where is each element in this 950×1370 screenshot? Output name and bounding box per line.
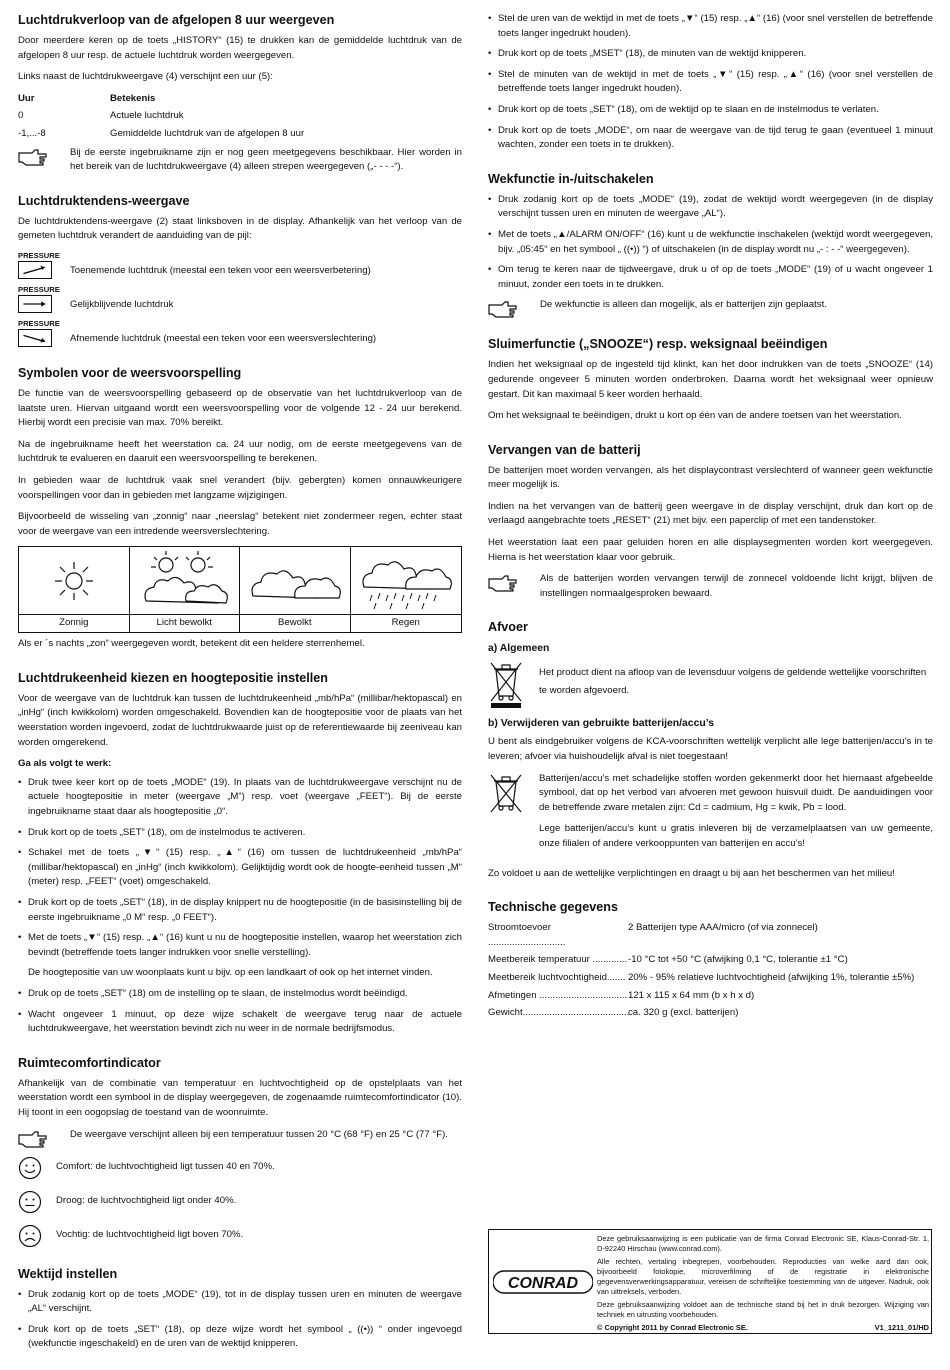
section-title: Wektijd instellen — [18, 1266, 118, 1281]
paragraph: Zo voldoet u aan de wettelijke verplichtingen en draagt u bij aan het beschermen van het milieu! — [488, 867, 895, 879]
disposal-general — [488, 660, 933, 708]
publisher-paragraph: Alle rechten, vertaling inbegrepen, voorbehouden. Reproducties van welke aard dan ook, bijvoorbeeld fotokopie, microverfilming of de registratie in elektronische gegevensverwerkingsapparatuur, vereisen de schriftelijke toestemming van de uitgever. Nadruk, ook van uittreksels, verboden. — [597, 1257, 929, 1296]
section-title: Luchtdrukverloop van de afgelopen 8 uur weergeven — [18, 13, 335, 27]
section-comfort — [18, 1055, 462, 1248]
pressure-label: PRESSURE — [18, 250, 60, 260]
note-text: De weergave verschijnt alleen bij een temperatuur tussen 20 °C (68 °F) en 25 °C (77 °F). — [70, 1128, 448, 1140]
paragraph: Na de ingebruikname heeft het weerstation ca. 24 uur nodig, om de eerste meetgegevens van de luchtdruk te evalueren en daaruit een weersvoorspelling te berekenen. — [18, 438, 462, 465]
section-title: Symbolen voor de weersvoorspelling — [18, 365, 242, 380]
paragraph: Indien na het vervangen van de batterij geen weergave in de display verschijnt, druk dan kort op de verlaagd aangebrachte toets „RESET“ (21) met bijv. een paperclip of met een tandenstoker. — [488, 500, 933, 527]
section-unit-altitude — [18, 670, 462, 1037]
bullet-list — [488, 193, 933, 293]
section-disposal — [488, 619, 933, 881]
note — [18, 1128, 462, 1148]
paragraph: Het weerstation laat een paar geluiden horen en alle displaysegmenten worden kort weergegeven. Hierna is het weerstation klaar voor gebruik. — [488, 537, 933, 563]
paragraph: Batterijen/accu’s met schadelijke stoffen worden gekenmerkt door het hiernaast afgebeelde symbool, dat op het verbod van afvoeren met gewoon huisvuil duidt. De aanduidingen voor de betreffende zware metalen zijn: Cd = cadmium, Hg = kwik, Pb = lood. — [539, 772, 933, 813]
section-battery — [488, 442, 933, 602]
note-text: De wekfunctie is alleen dan mogelijk, als er batterijen zijn geplaatst. — [540, 299, 827, 311]
list-item: • Druk kort op de toets „SET“ (18), in de display knippert nu de hoogtepositie (in de basisinstelling bij de eerste ingebruikname „0 M“ resp. „0 FEET“). — [18, 896, 462, 925]
list-item: • Met de toets „▲/ALARM ON/OFF“ (16) kunt u de wekfunctie inschakelen (wektijd wordt weergegeven, bijv. „05:45“ en het symbool „ ((•)) “) of uitschakelen (in de display wordt nu „- : - -“ weergegeven). — [488, 228, 933, 257]
spec-label: Meetbereik temperatuur ............. — [488, 954, 628, 966]
list-item: • Druk op de toets „SET“ (18) om de instelling op te slaan, de instelmodus wordt beëindigd. — [18, 987, 462, 1002]
smiley-sad-icon — [18, 1224, 42, 1248]
section-snooze — [488, 336, 933, 423]
table-cell: 0 — [18, 110, 24, 122]
paragraph: De batterijen moet worden vervangen, als het displaycontrast verslechterd of wanneer geen wekfunctie meer mogelijk is. — [488, 464, 933, 491]
bullet-list — [18, 987, 462, 1037]
conrad-logo-icon — [493, 1269, 593, 1295]
weather-cell — [130, 547, 241, 632]
publisher-paragraph: Deze gebruiksaanwijzing voldoet aan de technische stand bij het in druk bezorgen. Wijziging van techniek en uitrusting voorbehouden. — [597, 1300, 929, 1319]
section-title: Afvoer — [488, 620, 528, 635]
weather-label: Licht bewolkt — [156, 617, 212, 629]
table-header: Uur — [18, 92, 35, 104]
section-forecast — [18, 365, 462, 652]
comfort-row — [18, 1156, 462, 1180]
right-column — [488, 12, 933, 1039]
section-title: Technische gegevens — [488, 900, 618, 915]
section-alarm-time — [18, 1266, 462, 1352]
paragraph: U bent als eindgebruiker volgens de KCA-voorschriften wettelijk verplicht alle lege batterijen/accu’s in te leveren; afvoer via huishoudelijk afval is niet toegestaan! — [488, 736, 933, 763]
list-item: • Stel de minuten van de wektijd in met de toets „▼“ (15) resp. „▲“ (16) (voor snel verstellen de betreffende toets langer ingedrukt houden). — [488, 68, 933, 97]
section-tendency — [18, 193, 462, 347]
spec-label: Afmetingen ................................. — [488, 989, 628, 1001]
arrow-rising-icon — [18, 261, 52, 279]
list-item: • Druk kort op de toets „SET“ (18), op deze wijze wordt het symbool „ ((•)) “ onder ingevoegd (wekfunctie ingeschakeld) en de uren van de wektijd knipperen. — [18, 1323, 462, 1352]
spec-value: 20% - 95% relatieve luchtvochtigheid (afwijking 1%, tolerantie ±5%) — [628, 971, 915, 983]
list-item: • Stel de uren van de wektijd in met de toets „▼“ (15) resp. „▲“ (16) (voor snel verstellen de betreffende toets langer ingedrukt houden). — [488, 12, 933, 41]
list-item: • Wacht ongeveer 1 minuut, op deze wijze schakelt de weergave terug naar de actuele luchtdrukweergave, het weerstation bevindt zich nu weer in de normale bedrijfsmodus. — [18, 1008, 462, 1037]
cloud-icon — [247, 556, 343, 606]
arrow-steady-icon — [18, 295, 52, 313]
pointing-hand-icon — [18, 148, 48, 166]
trend-text: Gelijkblijvende luchtdruk — [70, 299, 174, 311]
note — [488, 298, 933, 318]
section-title: Vervangen van de batterij — [488, 442, 641, 457]
comfort-text: Comfort: de luchtvochtigheid ligt tussen 40 en 70%. — [56, 1161, 275, 1173]
section-title: Wekfunctie in-/uitschakelen — [488, 171, 654, 186]
bullet-list — [488, 12, 933, 153]
weather-table — [18, 546, 462, 633]
spec-label: Stroomtoevoer ............................. — [488, 922, 566, 948]
publisher-text — [597, 1230, 931, 1333]
list-item: • Met de toets „▼“ (15) resp. „▲“ (16) kunt u nu de hoogtepositie instellen, waarop het weerstation zich bevindt (betreffende toets langer indrukken voor snelle verstelling). — [18, 931, 462, 960]
paragraph: De functie van de weersvoorspelling gebaseerd op de observatie van het luchtdrukverloop van de laatste uren. Hiervan uitgaand wordt een weersvoorspelling voor de volgende 12 - 24 uur berekend. Hierbij wordt een precisie van max. 70% bereikt. — [18, 387, 462, 429]
trend-text: Afnemende luchtdruk (meestal een teken voor een weersverslechtering) — [70, 333, 377, 345]
disposal-text: Het product dient na afloop van de levensduur volgens de geldende wettelijke voorschriften te worden afgevoerd. — [539, 667, 927, 697]
spec-label: Meetbereik luchtvochtigheid....... — [488, 971, 626, 983]
logo-text: CONRAD — [507, 1274, 579, 1292]
table-cell: Gemiddelde luchtdruk van de afgelopen 8 uur — [110, 127, 305, 139]
list-item: • Schakel met de toets „▼“ (15) resp. „▲“ (16) om tussen de luchtdrukeenheid „mb/hPa“ (millibar/hektopascal) en „inHg“ (inch kwikkolom). Gelijktijdig wordt ook de hoogte-eenheid tussen „M“ (meter) resp. „FEET“ (voet) omgeschakeld. — [18, 846, 462, 890]
paragraph: Links naast de luchtdrukweergave (4) verschijnt een uur (5): — [18, 71, 273, 83]
subsection-title: a) Algemeen — [488, 643, 550, 655]
table-header: Betekenis — [110, 92, 156, 104]
weather-cell — [351, 547, 462, 632]
sun-icon — [52, 559, 96, 603]
bullet-list — [18, 776, 462, 961]
list-item: • Om terug te keren naar de tijdweergave, druk u of op de toets „MODE“ (19) of u wacht ongeveer 1 minuut, zonder een toets in te drukken. — [488, 263, 933, 292]
section-title: Luchtdruktendens-weergave — [18, 193, 190, 208]
table-cell: -1,...-8 — [18, 127, 46, 139]
bold-label: Ga als volgt te werk: — [18, 758, 112, 770]
trend-text: Toenemende luchtdruk (meestal een teken voor een weersverbetering) — [70, 265, 371, 277]
pointing-hand-icon — [18, 1130, 48, 1148]
comfort-row — [18, 1190, 462, 1214]
subsection-title: b) Verwijderen van gebruikte batterijen/accu’s — [488, 718, 714, 730]
disposal-battery — [488, 772, 933, 859]
list-item: • Druk zodanig kort op de toets „MODE“ (19), tot in de display tussen uren en minuten de weergave „AL“ verschijnt. — [18, 1288, 462, 1317]
smiley-neutral-icon — [18, 1190, 42, 1214]
trend-row — [18, 319, 462, 347]
weather-cell — [19, 547, 130, 632]
weather-cell — [240, 547, 351, 632]
copyright: © Copyright 2011 by Conrad Electronic SE. — [597, 1323, 748, 1332]
spec-label: Gewicht........................................ — [488, 1007, 630, 1019]
spec-value: 121 x 115 x 64 mm (b x h x d) — [628, 989, 755, 1001]
crossed-bin-icon — [488, 660, 524, 708]
list-item: • Druk zodanig kort op de toets „MODE“ (19), zodat de wektijd wordt weergegeven (in de display verschijnt tussen uren en minuten de weergave „AL“). — [488, 193, 933, 222]
section-alarm-toggle — [488, 171, 933, 319]
section-title: Sluimerfunctie („SNOOZE“) resp. weksignaal beëindigen — [488, 337, 828, 352]
paragraph: Als er ´s nachts „zon“ weergegeven wordt, betekent dit een heldere sterrenhemel. — [18, 638, 365, 650]
comfort-text: Droog: de luchtvochtigheid ligt onder 40%. — [56, 1195, 237, 1207]
note-text: Als de batterijen worden vervangen terwijl de zonnecel voldoende licht krijgt, blijven de instellingen normaalgesproken bewaard. — [540, 573, 933, 599]
paragraph: Door meerdere keren op de toets „HISTORY“ (15) te drukken kan de gemiddelde luchtdruk van de afgelopen 8 uur resp. de actuele luchtdruk worden weergegeven. — [18, 35, 462, 61]
sub-paragraph: De hoogtepositie van uw woonplaats kunt u bijv. op een landkaart of ook op het internet vinden. — [28, 967, 433, 979]
comfort-text: Vochtig: de luchtvochtigheid ligt boven 70%. — [56, 1229, 244, 1241]
crossed-bin-battery-icon — [488, 772, 524, 814]
publisher-paragraph: Deze gebruiksaanwijzing is een publicatie van de firma Conrad Electronic SE, Klaus-Conrad-Str. 1, D-92240 Hirschau (www.conrad.com). — [597, 1234, 929, 1253]
pressure-label: PRESSURE — [18, 284, 60, 294]
section-alarm-continued — [488, 12, 933, 153]
bullet-list — [18, 1288, 462, 1352]
spec-value: ca. 320 g (excl. batterijen) — [628, 1007, 739, 1019]
conrad-logo — [489, 1230, 597, 1333]
section-history — [18, 12, 462, 175]
list-item: • Druk kort op de toets „SET“ (18), om de wektijd op te slaan en de instelmodus te verlaten. — [488, 103, 933, 118]
comfort-row — [18, 1224, 462, 1248]
paragraph: In gebieden waar de luchtdruk vaak snel verandert (bijv. gebergten) komen onnauwkeurigere voorspellingen voor dan in gebieden met langzame wijzigingen. — [18, 474, 462, 501]
specs-table — [488, 921, 933, 1021]
note — [18, 146, 462, 175]
trend-row — [18, 251, 462, 279]
table-cell: Actuele luchtdruk — [110, 110, 184, 122]
list-item: • Druk kort op de toets „MSET“ (18), de minuten van de wektijd knipperen. — [488, 47, 933, 62]
pointing-hand-icon — [488, 300, 518, 318]
version-code: V1_1211_01/HD — [874, 1323, 929, 1332]
arrow-falling-icon — [18, 329, 52, 347]
spec-value: 2 Batterijen type AAA/micro (of via zonnecel) — [628, 922, 818, 934]
paragraph: De luchtdruktendens-weergave (2) staat linksboven in de display. Afhankelijk van het verloop van de gemeten luchtdruk verandert de aanduiding van de pijl: — [18, 215, 462, 242]
smiley-happy-icon — [18, 1156, 42, 1180]
weather-label: Zonnig — [59, 617, 89, 629]
paragraph: Afhankelijk van de combinatie van temperatuur en luchtvochtigheid op de opstelplaats van het weerstation wordt een symbool in de display weergegeven, de zogenaamde ruimtecomfortindicator (10). Hij toont in een oogopslag de toestand van de woonruimte. — [18, 1077, 462, 1118]
pointing-hand-icon — [488, 574, 518, 592]
trend-row — [18, 285, 462, 313]
section-specs — [488, 899, 933, 1021]
note — [488, 572, 933, 601]
note-text: Bij de eerste ingebruikname zijn er nog geen meetgegevens beschikbaar. Hier worden in het bereik van de luchtdrukweergave (4) alleen strepen weergegeven („- - - -“). — [70, 146, 462, 173]
rain-icon — [358, 551, 454, 611]
paragraph: Lege batterijen/accu’s kunt u gratis inleveren bij de verzamelplaatsen van uw gemeente, onze filialen of andere verkooppunten van batterijen en accu’s! — [539, 823, 933, 849]
paragraph: Indien het weksignaal op de ingesteld tijd klinkt, kan het door indrukken van de toets „SNOOZE“ (14) gedurende ongeveer 5 minuten worden onderbroken. Daarna wordt het weksignaal weer opnieuw gestart. Dit kan maximaal 5 keer worden herhaald. — [488, 359, 933, 400]
list-item: • Druk twee keer kort op de toets „MODE“ (19). In plaats van de luchtdrukweergave verschijnt nu de actuele hoogtepositie in meter (weergave „M“) resp. voet (weergave „FEET“). Bij de eerste ingebruikname staat daar als hoogtepositie „0“. — [18, 776, 462, 820]
list-item: • Druk kort op de toets „SET“ (18), om de instelmodus te activeren. — [18, 826, 462, 841]
weather-label: Bewolkt — [277, 617, 312, 629]
list-item: • Druk kort op de toets „MODE“, om naar de weergave van de tijd terug te gaan (eventueel 1 minuut wachten, zonder een toets in te drukken). — [488, 124, 933, 153]
publisher-box — [488, 1229, 932, 1334]
paragraph: Voor de weergave van de luchtdruk kan tussen de luchtdrukeenheid „mb/hPa“ (millibar/hektopascal) en „inHg“ (inch kwikkolom) worden omgeschakeld. Bovendien kan de hoogtepositie voor de plaats van het weerstation worden ingevoerd, zodat de luchtdrukwaarde juist op de referentiewaarde bij zeeniveau kan worden omgerekend. — [18, 692, 462, 748]
left-column — [18, 12, 462, 1370]
sun-cloud-icon — [136, 549, 232, 613]
hour-table — [18, 92, 462, 142]
section-title: Luchtdrukeenheid kiezen en hoogtepositie instellen — [18, 670, 328, 685]
paragraph: Om het weksignaal te beëindigen, drukt u kort op één van de andere toetsen van het weerstation. — [488, 410, 902, 422]
pressure-label: PRESSURE — [18, 318, 60, 328]
paragraph: Bijvoorbeeld de wisseling van „zonnig“ naar „neerslag“ betekent niet zondermeer regen, echter staat voor de weergave van een intredende weersverslechtering. — [18, 511, 462, 537]
section-title: Ruimtecomfortindicator — [18, 1055, 161, 1070]
weather-label: Regen — [391, 617, 420, 629]
spec-value: -10 °C tot +50 °C (afwijking 0,1 °C, tolerantie ±1 °C) — [628, 954, 848, 966]
